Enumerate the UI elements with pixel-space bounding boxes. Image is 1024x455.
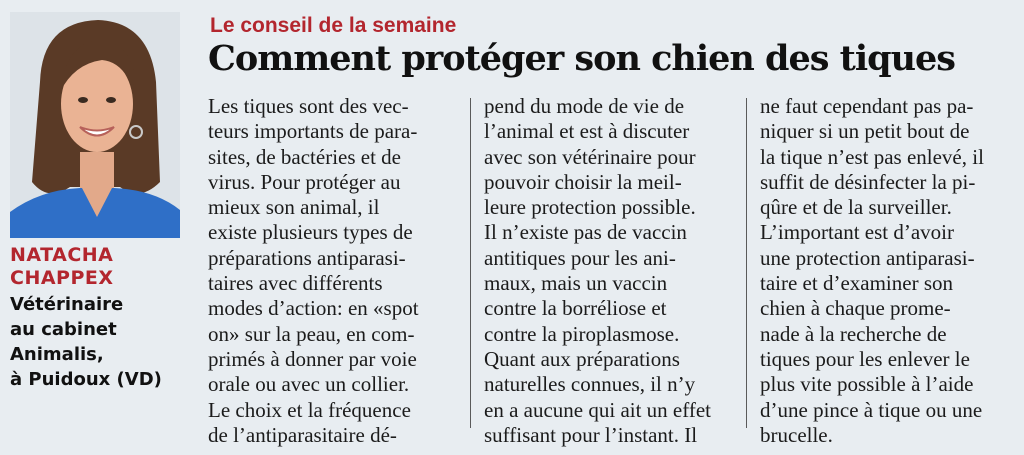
article-text-line: ne faut cependant pas pa- <box>760 94 974 118</box>
article-text-line: préparations antiparasi- <box>208 245 406 270</box>
article-text-line: une protection antiparasi- <box>760 245 975 270</box>
article-text-line: contre la borréliose et <box>484 296 667 321</box>
article-text-line: Il n’existe pas de vaccin <box>484 220 687 245</box>
article-text-line: sites, de bactéries et de <box>208 144 401 169</box>
article-text-line: virus. Pour protéger au <box>208 169 401 194</box>
article-text-line: orale ou avec un collier. <box>208 372 410 397</box>
article-text-line: qûre et de la surveiller. <box>760 195 952 220</box>
author-role-line: à Puidoux (VD) <box>10 369 162 390</box>
article-text-line: suffit de désinfecter la pi- <box>760 169 976 194</box>
article-text-line: niquer si un petit bout de <box>760 119 970 144</box>
article-text-line: modes d’action: en «spot <box>208 296 419 321</box>
article-text-line: de l’antiparasitaire dé- <box>208 422 397 447</box>
article-text-line: chien à chaque prome- <box>760 296 951 321</box>
article-text-line: L’important est d’avoir <box>760 220 955 245</box>
article-text-line: l’animal et est à discuter <box>484 119 690 144</box>
author-name-last: CHAPPEX <box>10 267 114 289</box>
article-headline: Comment protéger son chien des tiques <box>208 38 956 79</box>
author-name-first: NATACHA <box>10 244 114 266</box>
article-column-1 <box>208 94 448 448</box>
article-text-line: maux, mais un vaccin <box>484 271 668 296</box>
article-text-line: d’une pince à tique ou une <box>760 397 983 422</box>
article-text-line: taire et d’examiner son <box>760 271 953 296</box>
column-divider <box>746 98 747 428</box>
article-column-2 <box>484 94 724 448</box>
article-text-line: teurs importants de para- <box>208 119 418 144</box>
author-role-line: Animalis, <box>10 344 104 365</box>
article-text-line: plus vite possible à l’aide <box>760 372 974 397</box>
author-role <box>10 292 200 392</box>
article-text-line: suffisant pour l’instant. Il <box>484 422 698 447</box>
author-photo <box>10 12 180 238</box>
article-text-line: tiques pour les enlever le <box>760 346 970 371</box>
section-kicker: Le conseil de la semaine <box>210 14 457 37</box>
article-column-3 <box>760 94 1000 448</box>
author-role-line: Vétérinaire <box>10 294 124 315</box>
article-text-line: on» sur la peau, en com- <box>208 321 415 346</box>
author-info <box>10 244 200 392</box>
article-text-line: Les tiques sont des vec- <box>208 94 409 118</box>
article-text-line: contre la piroplasmose. <box>484 321 680 346</box>
article-text-line: pouvoir choisir la meil- <box>484 169 682 194</box>
article-text-line: taires avec différents <box>208 271 383 296</box>
author-role-line: au cabinet <box>10 319 117 340</box>
article-text-line: antitiques pour les ani- <box>484 245 676 270</box>
article-text-line: primés à donner par voie <box>208 346 417 371</box>
article-text-line: leure protection possible. <box>484 195 696 220</box>
article-text-line: mieux son animal, il <box>208 195 380 220</box>
article-text-line: nade à la recherche de <box>760 321 947 346</box>
article-text-line: en a aucune qui ait un effet <box>484 397 712 422</box>
article-text-line: brucelle. <box>760 422 833 447</box>
article-text-line: existe plusieurs types de <box>208 220 413 245</box>
column-divider <box>470 98 471 428</box>
article-text-line: avec son vétérinaire pour <box>484 144 696 169</box>
article-text-line: pend du mode de vie de <box>484 94 685 118</box>
article-text-line: Le choix et la fréquence <box>208 397 411 422</box>
article-text-line: naturelles connues, il n’y <box>484 372 696 397</box>
article-text-line: la tique n’est pas enlevé, il <box>760 144 984 169</box>
article-text-line: Quant aux préparations <box>484 346 680 371</box>
